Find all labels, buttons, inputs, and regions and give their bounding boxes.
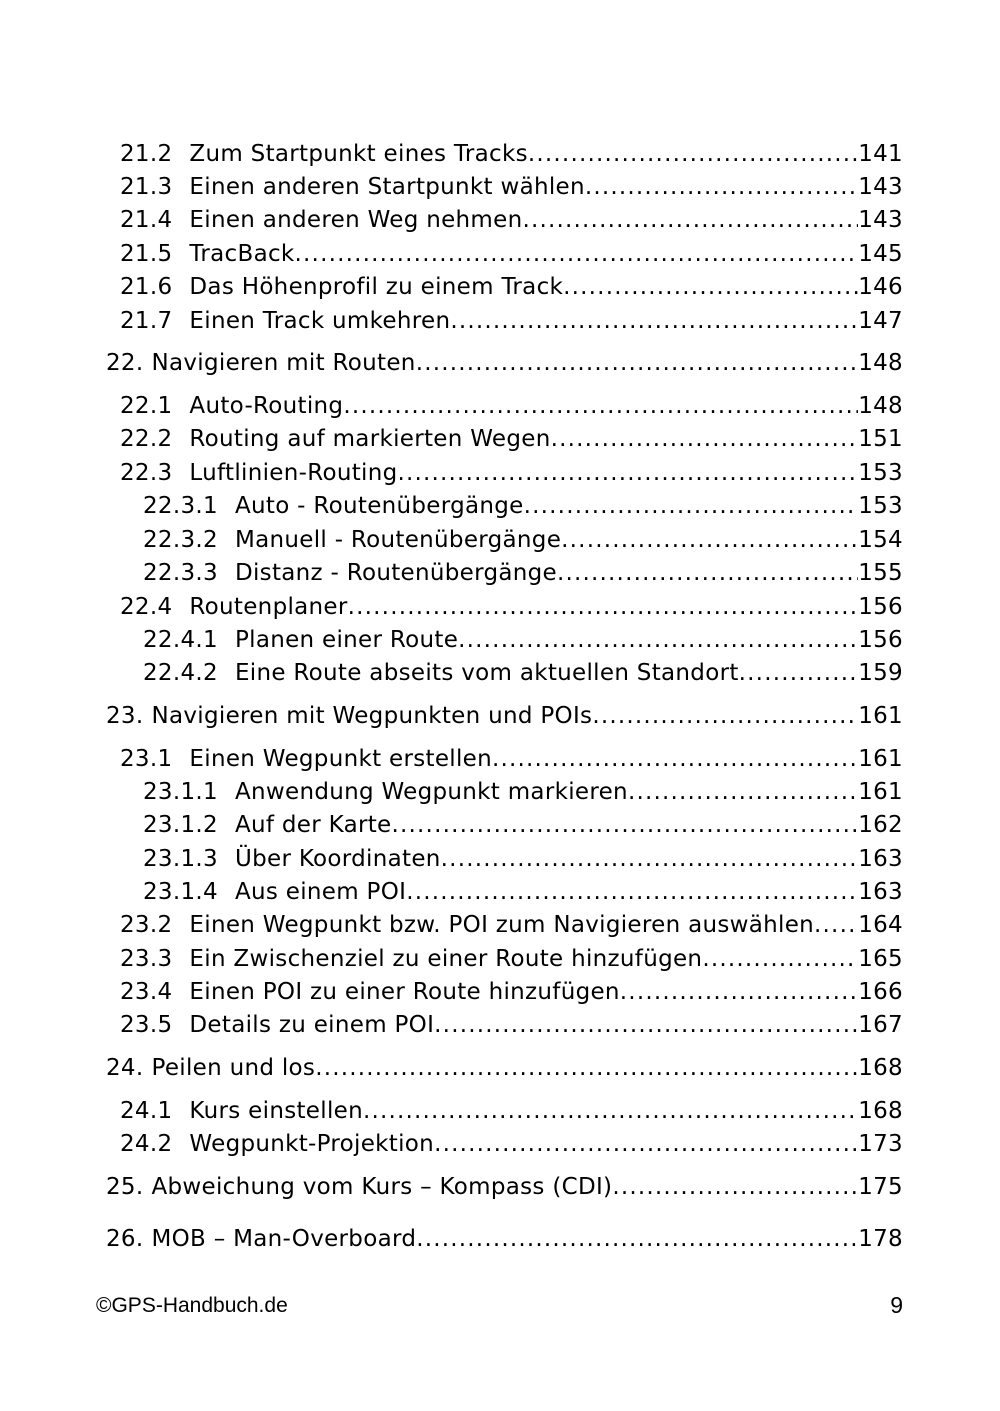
toc-entry[interactable] [0, 1094, 903, 1128]
toc-subentry[interactable] [0, 875, 903, 909]
toc-dot-leader [295, 237, 859, 271]
toc-entry-page: 148 [858, 393, 903, 419]
toc-entry-number: 22.4.1 [143, 627, 218, 653]
toc-chapter-entry[interactable] [0, 1170, 903, 1204]
toc-entry-page: 159 [858, 660, 903, 686]
toc-dot-leader [397, 456, 858, 490]
toc-entry[interactable] [0, 942, 903, 976]
toc-dot-leader [315, 1051, 858, 1085]
toc-entry-number: 22.3.2 [143, 527, 218, 553]
toc-entry-title: Über Koordinaten [234, 846, 441, 872]
toc-dot-leader [406, 875, 858, 909]
toc-entry-page: 143 [858, 207, 903, 233]
toc-entry-title: Planen einer Route [234, 627, 459, 653]
toc-entry-page: 166 [858, 979, 903, 1005]
toc-entry-title: Eine Route abseits vom aktuellen Standort [234, 660, 739, 686]
toc-entry-title: Auto-Routing [189, 393, 344, 419]
toc-entry-page: 151 [858, 426, 903, 452]
toc-entry-number: 25. [106, 1174, 144, 1200]
toc-entry-title: Luftlinien-Routing [189, 460, 398, 486]
toc-subentry[interactable] [0, 489, 903, 523]
toc-entry-title: Ein Zwischenziel zu einer Route hinzufügen [189, 946, 703, 972]
footer-copyright: ©GPS-Handbuch.de [96, 1294, 288, 1317]
toc-subentry[interactable] [0, 808, 903, 842]
toc-entry-title: Manuell - Routenübergänge [234, 527, 562, 553]
toc-entry-page: 155 [858, 560, 903, 586]
toc-entry-title: Routenplaner [189, 594, 348, 620]
toc-entry-title: Distanz - Routenübergänge [234, 560, 557, 586]
toc-entry-title: TracBack [189, 241, 295, 267]
toc-entry[interactable] [0, 908, 903, 942]
toc-entry[interactable] [0, 389, 903, 423]
toc-dot-leader [492, 742, 858, 776]
toc-entry[interactable] [0, 237, 903, 271]
toc-dot-leader [561, 523, 858, 557]
toc-entry-number: 22.2 [120, 426, 173, 452]
toc-subentry[interactable] [0, 623, 903, 657]
toc-entry-number: 23.5 [120, 1012, 173, 1038]
toc-entry-number: 21.6 [120, 274, 173, 300]
toc-entry-number: 22.3 [120, 460, 173, 486]
toc-entry-page: 153 [858, 460, 903, 486]
toc-dot-leader [612, 1170, 858, 1204]
toc-dot-leader [557, 556, 858, 590]
toc-entry-number: 22.3.3 [143, 560, 218, 586]
toc-subentry[interactable] [0, 775, 903, 809]
toc-entry-title: Wegpunkt-Projektion [189, 1131, 435, 1157]
toc-subentry[interactable] [0, 842, 903, 876]
toc-entry-number: 22.4 [120, 594, 173, 620]
toc-entry-number: 21.3 [120, 174, 173, 200]
toc-dot-leader [528, 137, 858, 171]
toc-chapter-entry[interactable] [0, 346, 903, 380]
toc-entry[interactable] [0, 1008, 903, 1042]
toc-entry-number: 21.7 [120, 308, 173, 334]
toc-entry-page: 161 [858, 703, 903, 729]
toc-entry-number: 23. [106, 703, 144, 729]
toc-entry-title: Aus einem POI [234, 879, 407, 905]
toc-dot-leader [620, 975, 858, 1009]
toc-dot-leader [363, 1094, 858, 1128]
toc-entry[interactable] [0, 975, 903, 1009]
toc-entry-number: 24.1 [120, 1098, 173, 1124]
toc-chapter-entry[interactable] [0, 1051, 903, 1085]
toc-entry-number: 22.1 [120, 393, 173, 419]
toc-entry-number: 23.2 [120, 912, 173, 938]
toc-dot-leader [585, 170, 858, 204]
toc-entry-title: Einen Wegpunkt erstellen [189, 746, 492, 772]
toc-entry[interactable] [0, 1127, 903, 1161]
toc-entry-number: 22. [106, 350, 144, 376]
toc-entry-title: Navigieren mit Routen [151, 350, 416, 376]
toc-entry-title: Einen POI zu einer Route hinzufügen [189, 979, 620, 1005]
toc-entry-number: 24.2 [120, 1131, 173, 1157]
toc-entry-number: 23.4 [120, 979, 173, 1005]
toc-entry-page: 175 [858, 1174, 903, 1200]
toc-entry-title: Das Höhenprofil zu einem Track [189, 274, 564, 300]
toc-entry-title: Einen anderen Weg nehmen [189, 207, 523, 233]
toc-entry-page: 143 [858, 174, 903, 200]
toc-dot-leader [551, 422, 859, 456]
toc-entry-page: 156 [858, 594, 903, 620]
toc-dot-leader [592, 699, 858, 733]
toc-entry-number: 23.1.1 [143, 779, 218, 805]
toc-entry-title: Zum Startpunkt eines Tracks [189, 141, 528, 167]
toc-entry-page: 147 [858, 308, 903, 334]
toc-entry-number: 22.4.2 [143, 660, 218, 686]
toc-entry-number: 23.3 [120, 946, 173, 972]
toc-entry-title: Einen Wegpunkt bzw. POI zum Navigieren auswählen [189, 912, 815, 938]
toc-dot-leader [522, 203, 858, 237]
toc-dot-leader [524, 489, 859, 523]
toc-entry-page: 178 [858, 1226, 903, 1252]
toc-subentry[interactable] [0, 656, 903, 690]
toc-entry-page: 153 [858, 493, 903, 519]
toc-entry-page: 164 [858, 912, 903, 938]
toc-entry-page: 146 [858, 274, 903, 300]
toc-dot-leader [441, 842, 859, 876]
toc-entry-title: Einen anderen Startpunkt wählen [189, 174, 585, 200]
toc-dot-leader [702, 942, 858, 976]
toc-entry-page: 163 [858, 879, 903, 905]
toc-entry-page: 156 [858, 627, 903, 653]
toc-entry[interactable] [0, 304, 903, 338]
toc-entry-page: 161 [858, 779, 903, 805]
toc-entry-page: 161 [858, 746, 903, 772]
toc-entry[interactable] [0, 422, 903, 456]
toc-dot-leader [563, 270, 858, 304]
toc-entry-title: Details zu einem POI [189, 1012, 435, 1038]
toc-dot-leader [739, 656, 859, 690]
toc-dot-leader [416, 1222, 858, 1256]
toc-entry-title: Kurs einstellen [189, 1098, 363, 1124]
toc-entry-title: Auto - Routenübergänge [234, 493, 524, 519]
toc-entry-page: 173 [858, 1131, 903, 1157]
toc-entry-page: 168 [858, 1098, 903, 1124]
toc-dot-leader [434, 1008, 858, 1042]
toc-dot-leader [416, 346, 859, 380]
toc-entry-title: Auf der Karte [234, 812, 392, 838]
toc-dot-leader [434, 1127, 858, 1161]
toc-dot-leader [814, 908, 858, 942]
toc-dot-leader [392, 808, 859, 842]
toc-entry[interactable] [0, 170, 903, 204]
toc-entry-title: Navigieren mit Wegpunkten und POIs [151, 703, 593, 729]
toc-entry[interactable] [0, 203, 903, 237]
toc-entry[interactable] [0, 137, 903, 171]
toc-dot-leader [343, 389, 858, 423]
toc-entry-page: 145 [858, 241, 903, 267]
toc-entry-title: MOB – Man-Overboard [151, 1226, 417, 1252]
toc-entry-number: 23.1 [120, 746, 173, 772]
toc-entry-page: 163 [858, 846, 903, 872]
toc-entry-page: 148 [858, 350, 903, 376]
toc-subentry[interactable] [0, 523, 903, 557]
toc-entry-title: Peilen und los [151, 1055, 316, 1081]
toc-dot-leader [348, 590, 859, 624]
toc-entry-number: 23.1.2 [143, 812, 218, 838]
toc-entry-title: Abweichung vom Kurs – Kompass (CDI) [151, 1174, 613, 1200]
toc-entry-page: 141 [858, 141, 903, 167]
toc-entry-number: 23.1.3 [143, 846, 218, 872]
toc-entry-number: 23.1.4 [143, 879, 218, 905]
toc-dot-leader [628, 775, 858, 809]
toc-entry-title: Routing auf markierten Wegen [189, 426, 551, 452]
toc-entry-title: Anwendung Wegpunkt markieren [234, 779, 628, 805]
footer-page-number: 9 [890, 1292, 903, 1318]
toc-entry-page: 167 [858, 1012, 903, 1038]
toc-entry-page: 168 [858, 1055, 903, 1081]
toc-entry-page: 154 [858, 527, 903, 553]
toc-entry-number: 22.3.1 [143, 493, 218, 519]
toc-entry-number: 24. [106, 1055, 144, 1081]
toc-dot-leader [450, 304, 858, 338]
toc-subentry[interactable] [0, 556, 903, 590]
toc-chapter-entry[interactable] [0, 699, 903, 733]
toc-entry[interactable] [0, 456, 903, 490]
toc-dot-leader [458, 623, 858, 657]
toc-entry[interactable] [0, 270, 903, 304]
toc-entry-page: 162 [858, 812, 903, 838]
toc-entry-number: 21.5 [120, 241, 173, 267]
toc-entry-title: Einen Track umkehren [189, 308, 451, 334]
toc-entry[interactable] [0, 590, 903, 624]
toc-entry[interactable] [0, 742, 903, 776]
toc-entry-page: 165 [858, 946, 903, 972]
toc-entry-number: 21.4 [120, 207, 173, 233]
toc-entry-number: 26. [106, 1226, 144, 1252]
toc-chapter-entry[interactable] [0, 1222, 903, 1256]
toc-entry-number: 21.2 [120, 141, 173, 167]
